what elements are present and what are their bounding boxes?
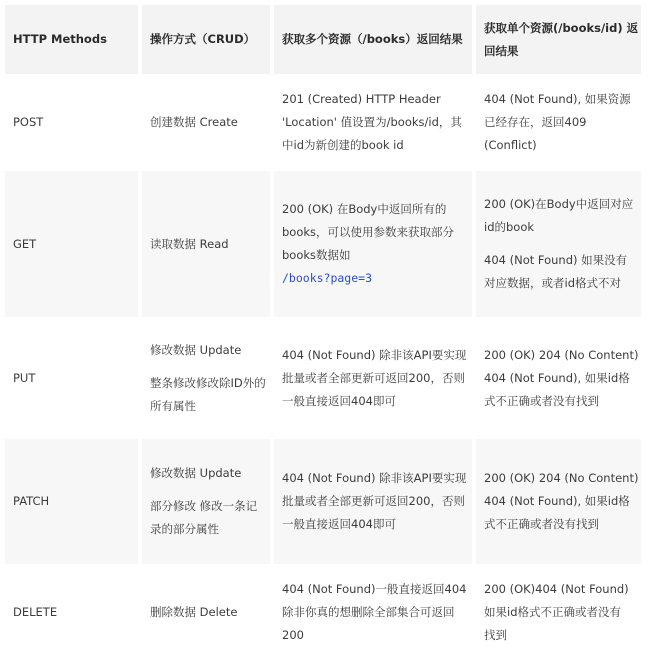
post-single-paragraph bbox=[484, 88, 633, 157]
get-collection-line: 200 (OK) 在Body中返回所有的 bbox=[282, 202, 447, 216]
header-http-methods-text: HTTP Methods bbox=[13, 32, 107, 46]
delete-method-cell bbox=[5, 564, 138, 661]
get-single-line: 404 (Not Found) 如果没有 bbox=[484, 253, 628, 267]
patch-collection-line: 404 (Not Found) 除非该API要实现 bbox=[282, 471, 467, 485]
put-collection-line: 404 (Not Found) 除非该API要实现 bbox=[282, 347, 467, 362]
header-http-methods bbox=[5, 5, 138, 74]
put-single-line: 200 (OK) 204 (No Content) bbox=[484, 347, 639, 362]
put-operation-paragraph bbox=[150, 339, 262, 362]
get-single-line: id的book bbox=[484, 220, 535, 234]
post-operation-cell bbox=[142, 74, 270, 171]
put-single-result-cell bbox=[476, 317, 641, 439]
put-method-text: PUT bbox=[13, 370, 36, 385]
patch-collection-paragraph bbox=[282, 467, 467, 536]
patch-operation-paragraph bbox=[150, 462, 262, 485]
patch-operation-cell bbox=[142, 439, 270, 564]
patch-single-paragraph bbox=[484, 467, 639, 536]
post-collection-paragraph bbox=[282, 88, 464, 157]
get-collection-paragraph bbox=[282, 198, 464, 290]
delete-operation-line: 删除数据 Delete bbox=[150, 605, 238, 619]
post-method-text: POST bbox=[13, 115, 44, 129]
header-collection-result-text: 获取多个资源（/books）返回结果 bbox=[282, 32, 463, 46]
get-collection-line: books，可以使用参数来获取部分 bbox=[282, 225, 455, 239]
patch-operation-line: 部分修改 修改一条记 bbox=[150, 499, 258, 513]
post-collection-result-cell bbox=[274, 74, 472, 171]
post-method-cell bbox=[5, 74, 138, 171]
put-method-cell bbox=[5, 317, 138, 439]
post-operation-line: 创建数据 Create bbox=[150, 115, 238, 129]
get-collection-result-cell bbox=[274, 171, 472, 317]
patch-single-line: 200 (OK) 204 (No Content) bbox=[484, 471, 639, 485]
patch-method-text: PATCH bbox=[13, 494, 50, 508]
delete-single-line: 200 (OK)404 (Not Found) bbox=[484, 582, 629, 596]
patch-operation-line: 录的部分属性 bbox=[150, 522, 219, 536]
delete-single-result-cell bbox=[476, 564, 641, 661]
get-single-result-cell bbox=[476, 171, 641, 317]
put-operation-cell bbox=[142, 317, 270, 439]
put-collection-line: 批量或者全部更新可返回200，否则 bbox=[282, 370, 465, 385]
put-operation-paragraph bbox=[150, 372, 266, 418]
post-single-line: 404 (Not Found), 如果资源 bbox=[484, 92, 631, 106]
header-collection-result bbox=[274, 5, 472, 74]
get-single-paragraph bbox=[484, 249, 633, 295]
put-operation-line: 整条修改修改除ID外的 bbox=[150, 375, 266, 390]
put-single-paragraph bbox=[484, 344, 639, 413]
delete-collection-line: 404 (Not Found)一般直接返回404 bbox=[282, 582, 467, 596]
get-operation-cell bbox=[142, 171, 270, 317]
put-operation-line: 所有属性 bbox=[150, 398, 196, 413]
post-collection-line: 'Location' 值设置为/books/id，其 bbox=[282, 115, 462, 129]
put-operation-line: 修改数据 Update bbox=[150, 342, 242, 357]
delete-method-text: DELETE bbox=[13, 605, 58, 619]
post-collection-line: 中id为新创建的book id bbox=[282, 138, 404, 152]
put-collection-result-cell bbox=[274, 317, 472, 439]
delete-collection-line: 除非你真的想删除全部集合可返回 bbox=[282, 605, 455, 619]
header-single-result bbox=[476, 5, 641, 74]
patch-single-line: 404 (Not Found), 如果id格 bbox=[484, 494, 630, 508]
get-method-cell bbox=[5, 171, 138, 317]
get-collection-example-line bbox=[282, 244, 464, 290]
http-methods-table bbox=[5, 5, 641, 661]
post-collection-line: 201 (Created) HTTP Header bbox=[282, 92, 441, 106]
patch-collection-result-cell bbox=[274, 439, 472, 564]
delete-collection-paragraph bbox=[282, 578, 467, 647]
header-operation-text: 操作方式（CRUD） bbox=[150, 32, 256, 46]
get-single-line: 200 (OK)在Body中返回对应 bbox=[484, 197, 634, 211]
patch-collection-line: 批量或者全部更新可返回200，否则 bbox=[282, 494, 465, 508]
post-single-line: 已经存在，返回409 bbox=[484, 115, 587, 129]
header-single-result-line-2: 回结果 bbox=[484, 43, 519, 58]
put-single-line: 404 (Not Found), 如果id格 bbox=[484, 370, 630, 385]
get-method-text: GET bbox=[13, 236, 37, 251]
header-single-result-line-1: 获取单个资源(/books/id) 返 bbox=[484, 20, 639, 35]
post-single-result-cell bbox=[476, 74, 641, 171]
get-single-line: 对应数据，或者id格式不对 bbox=[484, 276, 621, 290]
patch-collection-line: 一般直接返回404即可 bbox=[282, 517, 396, 531]
patch-single-line: 式不正确或者没有找到 bbox=[484, 517, 599, 531]
get-collection-example-prefix: books数据如 bbox=[282, 248, 351, 262]
put-collection-line: 一般直接返回404即可 bbox=[282, 393, 396, 408]
get-operation-line: 读取数据 Read bbox=[150, 236, 229, 251]
patch-single-result-cell bbox=[476, 439, 641, 564]
patch-operation-line: 修改数据 Update bbox=[150, 466, 242, 480]
delete-operation-cell bbox=[142, 564, 270, 661]
put-single-line: 式不正确或者没有找到 bbox=[484, 393, 599, 408]
get-single-paragraph bbox=[484, 193, 633, 239]
header-operation bbox=[142, 5, 270, 74]
delete-collection-result-cell bbox=[274, 564, 472, 661]
delete-single-line: 找到 bbox=[484, 628, 507, 642]
patch-operation-paragraph bbox=[150, 495, 262, 541]
post-single-line: (Conflict) bbox=[484, 138, 537, 152]
put-collection-paragraph bbox=[282, 344, 467, 413]
delete-single-paragraph bbox=[484, 578, 633, 647]
get-collection-example-code: /books?page=3 bbox=[282, 271, 373, 285]
delete-collection-line: 200 bbox=[282, 628, 304, 642]
patch-method-cell bbox=[5, 439, 138, 564]
delete-single-line: 如果id格式不正确或者没有 bbox=[484, 605, 621, 619]
